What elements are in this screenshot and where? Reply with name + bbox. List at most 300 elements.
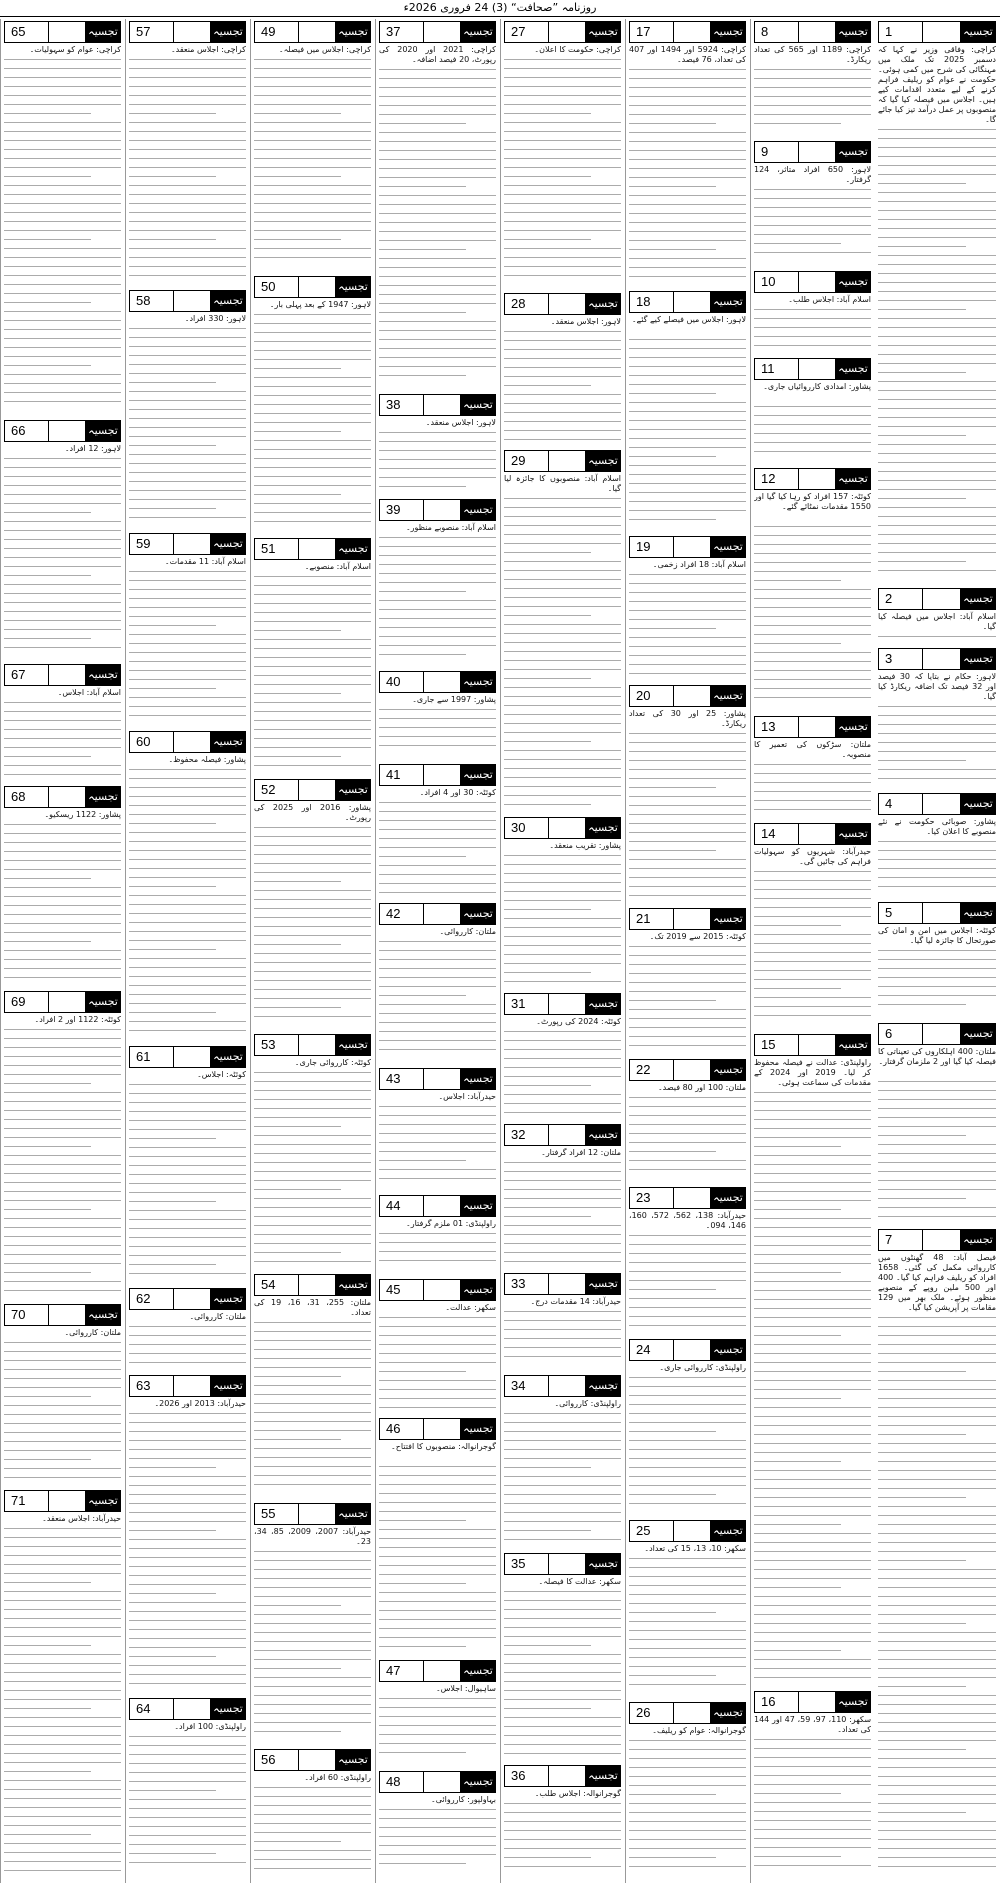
story-number: 28 xyxy=(505,294,549,314)
story-header-spacer xyxy=(424,1196,462,1216)
story-header-spacer xyxy=(923,22,961,42)
story-6 xyxy=(878,1023,996,1227)
story-header-spacer xyxy=(49,992,87,1012)
story-header-spacer xyxy=(799,359,837,379)
story-text-lines xyxy=(629,69,746,287)
story-text: لاہور: اجلاس منعقد۔ xyxy=(425,418,496,427)
story-text: لاہور: حکام نے بتایا کہ 30 فیصد اور 32 فیصد تک اضافہ ریکارڈ کیا گیا۔ xyxy=(878,672,996,701)
story-label: تجسیہ xyxy=(336,277,370,297)
story-text-lines xyxy=(754,764,871,819)
story-header xyxy=(629,1702,746,1724)
story-label: تجسیہ xyxy=(836,1035,870,1055)
story-header-spacer xyxy=(799,469,837,489)
story-label: تجسیہ xyxy=(586,1376,620,1396)
story-number: 34 xyxy=(505,1376,549,1396)
story-header xyxy=(4,420,121,442)
story-header-spacer xyxy=(424,1772,462,1792)
story-header-spacer xyxy=(923,649,961,669)
story-61 xyxy=(129,1046,246,1286)
story-label: تجسیہ xyxy=(86,1491,120,1511)
story-text: کراچی: وفاقی وزیر نے کہا کہ دسمبر 2025 تک ملک میں مہنگائی کی شرح میں کمی ہوئی۔ حکومت نے عوام کو ریلیف فراہم کرنے کے لیے متعدد اقدامات کیے ہیں۔ اجلاس میں فیصلہ کیا گیا کہ منصوبوں پر عمل درآمد تیز کیا جائے گا۔ xyxy=(878,45,996,124)
story-number: 19 xyxy=(630,537,674,557)
story-text-lines xyxy=(629,1235,746,1335)
story-text-lines xyxy=(254,314,371,534)
column-2 xyxy=(750,19,874,1883)
story-text-lines xyxy=(754,189,871,267)
story-27 xyxy=(504,21,621,291)
story-text: ملتان: 255، 31، 16، 19 کی تعداد۔ xyxy=(254,1298,371,1317)
story-header-spacer xyxy=(424,1419,462,1439)
story-header xyxy=(379,1195,496,1217)
story-text-lines xyxy=(129,1413,246,1694)
story-number: 9 xyxy=(755,142,799,162)
story-text: راولپنڈی: 01 ملزم گرفتار۔ xyxy=(406,1219,496,1228)
story-text: لاہور: 330 افراد۔ xyxy=(184,314,246,323)
story-label: تجسیہ xyxy=(836,469,870,489)
story-header xyxy=(379,903,496,925)
story-text: لاہور: 12 افراد۔ xyxy=(64,444,121,453)
story-label: تجسیہ xyxy=(586,994,620,1014)
story-header xyxy=(129,1288,246,1310)
story-label: تجسیہ xyxy=(586,1274,620,1294)
story-header xyxy=(379,21,496,43)
story-text: حیدرآباد: 2013 اور 2026۔ xyxy=(154,1399,246,1408)
story-34 xyxy=(504,1375,621,1551)
story-header xyxy=(629,1187,746,1209)
story-text: پشاور: 25 اور 30 کی تعداد ریکارڈ۔ xyxy=(629,709,746,728)
story-text: کراچی: 5924 اور 1494 اور 407 کی تعداد، 76 فیصد۔ xyxy=(629,45,746,64)
story-header xyxy=(254,21,371,43)
story-text-lines xyxy=(504,1162,621,1269)
story-number: 13 xyxy=(755,717,799,737)
story-46 xyxy=(379,1418,496,1658)
story-header xyxy=(629,536,746,558)
column-7 xyxy=(125,19,249,1883)
story-header xyxy=(254,1274,371,1296)
story-text-lines xyxy=(379,1233,496,1275)
story-header-spacer xyxy=(174,22,212,42)
story-header-spacer xyxy=(424,395,462,415)
story-number: 3 xyxy=(879,649,923,669)
story-text: فیصل آباد: 48 گھنٹوں میں کارروائی مکمل کی گئی۔ 1658 افراد کو ریلیف فراہم کیا گیا۔ 400 اور 500 ملین روپے کے منصوبے منظور ہوئے۔ ملک بھر میں 129 مقامات پر آپریشن کیا گیا۔ xyxy=(878,1253,996,1312)
story-label: تجسیہ xyxy=(211,291,245,311)
story-header-spacer xyxy=(549,1274,587,1294)
story-header-spacer xyxy=(174,1699,212,1719)
story-label: تجسیہ xyxy=(711,1703,745,1723)
story-label: تجسیہ xyxy=(461,672,495,692)
story-text-lines xyxy=(129,571,246,727)
story-label: تجسیہ xyxy=(461,1772,495,1792)
story-label: تجسیہ xyxy=(461,1196,495,1216)
story-number: 66 xyxy=(5,421,49,441)
story-header xyxy=(379,499,496,521)
story-number: 6 xyxy=(879,1024,923,1044)
story-number: 41 xyxy=(380,765,424,785)
story-header-spacer xyxy=(923,903,961,923)
story-header xyxy=(4,664,121,686)
story-8 xyxy=(754,21,871,139)
story-header-spacer xyxy=(299,1035,337,1055)
story-text-lines xyxy=(379,1106,496,1191)
story-label: تجسیہ xyxy=(461,1419,495,1439)
story-header xyxy=(254,1503,371,1525)
column-8 xyxy=(0,19,124,1883)
story-header-spacer xyxy=(424,904,462,924)
story-number: 22 xyxy=(630,1060,674,1080)
story-31 xyxy=(504,993,621,1122)
story-text-lines xyxy=(254,1787,371,1877)
story-text: حیدرآباد: شہریوں کو سہولیات فراہم کی جائیں گی۔ xyxy=(754,847,871,866)
story-number: 56 xyxy=(255,1750,299,1770)
story-37 xyxy=(379,21,496,392)
story-header-spacer xyxy=(424,1069,462,1089)
story-header-spacer xyxy=(923,1230,961,1250)
story-15 xyxy=(754,1034,871,1689)
story-header-spacer xyxy=(299,1275,337,1295)
column-1 xyxy=(875,19,999,1883)
story-header-spacer xyxy=(49,665,87,685)
story-header-spacer xyxy=(174,534,212,554)
story-text-lines xyxy=(504,59,621,289)
story-label: تجسیہ xyxy=(836,717,870,737)
story-label: تجسیہ xyxy=(711,1521,745,1541)
story-header xyxy=(129,21,246,43)
story-label: تجسیہ xyxy=(836,1692,870,1712)
story-label: تجسیہ xyxy=(461,1661,495,1681)
story-62 xyxy=(129,1288,246,1373)
story-header xyxy=(878,648,996,670)
story-number: 20 xyxy=(630,686,674,706)
story-header xyxy=(254,779,371,801)
story-text-lines xyxy=(129,1084,246,1284)
story-header xyxy=(379,1279,496,1301)
story-header-spacer xyxy=(299,1750,337,1770)
story-header-spacer xyxy=(549,1125,587,1145)
story-number: 47 xyxy=(380,1661,424,1681)
story-40 xyxy=(379,671,496,762)
story-text: کراچی: اجلاس منعقد۔ xyxy=(170,45,246,54)
story-text: پشاور: 1122 ریسکیو۔ xyxy=(44,810,121,819)
story-text-lines xyxy=(254,1072,371,1270)
story-text-lines xyxy=(754,69,871,137)
story-13 xyxy=(754,716,871,821)
story-number: 53 xyxy=(255,1035,299,1055)
story-text: راولپنڈی: 100 افراد۔ xyxy=(174,1722,246,1731)
story-header xyxy=(379,1771,496,1793)
story-header xyxy=(504,21,621,43)
story-10 xyxy=(754,271,871,356)
story-text-lines xyxy=(504,1803,621,1877)
story-text: سکھر: عدالت۔ xyxy=(445,1303,496,1312)
story-header-spacer xyxy=(424,1280,462,1300)
story-label: تجسیہ xyxy=(211,1376,245,1396)
story-28 xyxy=(504,293,621,448)
newspaper-title: روزنامہ ”صحافت“ (3) 24 فروری 2026ء xyxy=(403,1,597,14)
story-label: تجسیہ xyxy=(586,1554,620,1574)
story-label: تجسیہ xyxy=(86,787,120,807)
story-text: گوجرانوالہ: اجلاس طلب۔ xyxy=(534,1789,621,1798)
story-label: تجسیہ xyxy=(711,909,745,929)
story-text-lines xyxy=(504,1031,621,1120)
story-header xyxy=(254,276,371,298)
story-2 xyxy=(878,588,996,646)
story-label: تجسیہ xyxy=(211,1289,245,1309)
story-text: اسلام آباد: اجلاس میں فیصلہ کیا گیا۔ xyxy=(878,612,996,631)
story-1 xyxy=(878,21,996,586)
story-header xyxy=(878,1023,996,1045)
story-51 xyxy=(254,538,371,777)
story-header-spacer xyxy=(674,537,712,557)
story-number: 11 xyxy=(755,359,799,379)
story-text-lines xyxy=(129,1326,246,1371)
story-text-lines xyxy=(754,871,871,1030)
story-label: تجسیہ xyxy=(711,292,745,312)
story-text: کوئٹہ: اجلاس۔ xyxy=(197,1070,246,1079)
story-header-spacer xyxy=(424,1661,462,1681)
story-header-spacer xyxy=(674,686,712,706)
story-number: 30 xyxy=(505,818,549,838)
column-5 xyxy=(375,19,499,1883)
story-number: 64 xyxy=(130,1699,174,1719)
story-number: 29 xyxy=(505,451,549,471)
story-text-lines xyxy=(754,526,871,712)
story-39 xyxy=(379,499,496,669)
story-header xyxy=(629,1520,746,1542)
story-41 xyxy=(379,764,496,901)
story-header-spacer xyxy=(674,1521,712,1541)
story-text: اسلام آباد: 18 افراد زخمی۔ xyxy=(652,560,746,569)
story-11 xyxy=(754,358,871,466)
story-header-spacer xyxy=(299,277,337,297)
story-text: گوجرانوالہ: منصوبوں کا افتتاح۔ xyxy=(391,1442,496,1451)
story-66 xyxy=(4,420,121,662)
story-number: 23 xyxy=(630,1188,674,1208)
story-label: تجسیہ xyxy=(836,359,870,379)
story-30 xyxy=(504,817,621,991)
story-header xyxy=(379,394,496,416)
story-number: 67 xyxy=(5,665,49,685)
story-header-spacer xyxy=(923,794,961,814)
story-text-lines xyxy=(254,576,371,775)
story-header xyxy=(629,1339,746,1361)
story-header-spacer xyxy=(424,672,462,692)
story-label: تجسیہ xyxy=(836,22,870,42)
story-29 xyxy=(504,450,621,815)
story-header xyxy=(504,1375,621,1397)
story-18 xyxy=(629,291,746,534)
story-header xyxy=(504,1765,621,1787)
story-label: تجسیہ xyxy=(461,1069,495,1089)
story-19 xyxy=(629,536,746,683)
story-header xyxy=(129,533,246,555)
story-text-lines xyxy=(4,1342,121,1486)
story-text-lines xyxy=(878,706,996,789)
story-header-spacer xyxy=(923,589,961,609)
story-number: 10 xyxy=(755,272,799,292)
story-header-spacer xyxy=(299,539,337,559)
story-text: کوئٹہ: 157 افراد کو رہا کیا گیا اور 1550 مقدمات نمٹائے گئے۔ xyxy=(754,492,871,511)
story-63 xyxy=(129,1375,246,1696)
story-text: ملتان: 100 اور 80 فیصد۔ xyxy=(657,1083,746,1092)
story-header-spacer xyxy=(549,22,587,42)
story-69 xyxy=(4,991,121,1302)
story-label: تجسیہ xyxy=(711,1060,745,1080)
story-number: 61 xyxy=(130,1047,174,1067)
story-label: تجسیہ xyxy=(586,22,620,42)
story-text-lines xyxy=(379,1809,496,1877)
story-header-spacer xyxy=(549,294,587,314)
story-text-lines xyxy=(629,1097,746,1183)
story-text-lines xyxy=(129,1736,246,1877)
story-4 xyxy=(878,793,996,900)
story-text-lines xyxy=(629,1377,746,1516)
story-header-spacer xyxy=(923,1024,961,1044)
story-49 xyxy=(254,21,371,274)
story-text-lines xyxy=(629,946,746,1055)
story-number: 31 xyxy=(505,994,549,1014)
story-number: 1 xyxy=(879,22,923,42)
story-text: ملتان: کارروائی۔ xyxy=(189,1312,246,1321)
story-header xyxy=(254,1034,371,1056)
story-header-spacer xyxy=(549,1554,587,1574)
story-65 xyxy=(4,21,121,418)
story-header-spacer xyxy=(549,1766,587,1786)
story-header xyxy=(254,1749,371,1771)
story-header-spacer xyxy=(174,291,212,311)
story-text-lines xyxy=(878,950,996,1019)
story-text-lines xyxy=(4,1029,121,1300)
story-text: ملتان: 12 افراد گرفتار۔ xyxy=(541,1148,621,1157)
story-3 xyxy=(878,648,996,791)
story-number: 49 xyxy=(255,22,299,42)
story-label: تجسیہ xyxy=(211,534,245,554)
story-label: تجسیہ xyxy=(961,589,995,609)
story-21 xyxy=(629,908,746,1057)
story-label: تجسیہ xyxy=(961,794,995,814)
story-label: تجسیہ xyxy=(211,732,245,752)
story-42 xyxy=(379,903,496,1066)
story-label: تجسیہ xyxy=(86,992,120,1012)
story-64 xyxy=(129,1698,246,1879)
story-text-lines xyxy=(4,1528,121,1877)
story-label: تجسیہ xyxy=(711,1340,745,1360)
story-header xyxy=(379,1660,496,1682)
story-number: 33 xyxy=(505,1274,549,1294)
story-text: کوئٹہ: 2015 سے 2019 تک۔ xyxy=(649,932,746,941)
story-header-spacer xyxy=(674,22,712,42)
story-text: ملتان: 400 اہلکاروں کی تعیناتی کا فیصلہ کیا گیا اور 2 ملزمان گرفتار۔ xyxy=(878,1047,996,1066)
story-label: تجسیہ xyxy=(711,22,745,42)
story-number: 7 xyxy=(879,1230,923,1250)
story-48 xyxy=(379,1771,496,1879)
story-header-spacer xyxy=(674,1703,712,1723)
story-header xyxy=(754,716,871,738)
story-label: تجسیہ xyxy=(586,294,620,314)
story-header-spacer xyxy=(799,824,837,844)
story-label: تجسیہ xyxy=(86,22,120,42)
story-text: بہاولپور: کارروائی۔ xyxy=(431,1795,496,1804)
story-number: 48 xyxy=(380,1772,424,1792)
story-text: اسلام آباد: منصوبے منظور۔ xyxy=(405,523,496,532)
story-text-lines xyxy=(504,855,621,989)
story-label: تجسیہ xyxy=(711,686,745,706)
story-text: کراچی: 2021 اور 2020 کی رپورٹ، 20 فیصد اضافہ۔ xyxy=(379,45,496,64)
story-number: 63 xyxy=(130,1376,174,1396)
story-33 xyxy=(504,1273,621,1373)
story-text-lines xyxy=(4,824,121,987)
story-59 xyxy=(129,533,246,729)
story-header xyxy=(754,21,871,43)
story-header xyxy=(379,1418,496,1440)
story-text-lines xyxy=(254,59,371,272)
story-label: تجسیہ xyxy=(211,22,245,42)
story-header xyxy=(878,588,996,610)
story-header-spacer xyxy=(174,1047,212,1067)
story-45 xyxy=(379,1279,496,1416)
story-header-spacer xyxy=(49,1491,87,1511)
story-text: پشاور: صوبائی حکومت نے نئے منصوبے کا اعلان کیا۔ xyxy=(878,817,996,836)
story-number: 17 xyxy=(630,22,674,42)
story-text: پشاور: تقریب منعقد۔ xyxy=(549,841,621,850)
story-text: راولپنڈی: کارروائی جاری۔ xyxy=(659,1363,746,1372)
story-text: اسلام آباد: 11 مقدمات۔ xyxy=(164,557,246,566)
story-text: لاہور: 1947 کے بعد پہلی بار۔ xyxy=(269,300,371,309)
story-text-lines xyxy=(379,1317,496,1414)
story-text: کراچی: حکومت کا اعلان۔ xyxy=(534,45,621,54)
story-label: تجسیہ xyxy=(211,1699,245,1719)
story-text-lines xyxy=(629,339,746,532)
story-label: تجسیہ xyxy=(461,765,495,785)
story-number: 52 xyxy=(255,780,299,800)
story-label: تجسیہ xyxy=(336,1035,370,1055)
story-55 xyxy=(254,1503,371,1747)
story-17 xyxy=(629,21,746,289)
story-header xyxy=(4,1304,121,1326)
story-20 xyxy=(629,685,746,906)
story-label: تجسیہ xyxy=(211,1047,245,1067)
story-text: اسلام آباد: منصوبوں کا جائزہ لیا گیا۔ xyxy=(504,474,621,493)
story-label: تجسیہ xyxy=(461,395,495,415)
story-header-spacer xyxy=(799,22,837,42)
story-number: 42 xyxy=(380,904,424,924)
story-header-spacer xyxy=(549,451,587,471)
story-text-lines xyxy=(878,841,996,898)
story-text: پشاور: 2016 اور 2025 کی رپورٹ۔ xyxy=(254,803,371,822)
story-header xyxy=(754,1691,871,1713)
story-text: کوئٹہ: کارروائی جاری۔ xyxy=(294,1058,371,1067)
story-number: 65 xyxy=(5,22,49,42)
story-43 xyxy=(379,1068,496,1193)
story-header-spacer xyxy=(674,1060,712,1080)
story-label: تجسیہ xyxy=(86,421,120,441)
story-text-lines xyxy=(254,1322,371,1499)
story-number: 46 xyxy=(380,1419,424,1439)
story-number: 51 xyxy=(255,539,299,559)
story-number: 62 xyxy=(130,1289,174,1309)
story-38 xyxy=(379,394,496,497)
story-text-lines xyxy=(379,709,496,760)
story-label: تجسیہ xyxy=(586,1125,620,1145)
story-68 xyxy=(4,786,121,989)
story-header xyxy=(878,1229,996,1251)
story-text-lines xyxy=(379,802,496,899)
story-7 xyxy=(878,1229,996,1879)
column-4 xyxy=(500,19,624,1883)
story-text-lines xyxy=(504,331,621,446)
story-text-lines xyxy=(878,1081,996,1225)
story-text: سکھر: 110، 97، 59، 47 اور 144 کی تعداد۔ xyxy=(754,1715,871,1734)
story-label: تجسیہ xyxy=(961,22,995,42)
